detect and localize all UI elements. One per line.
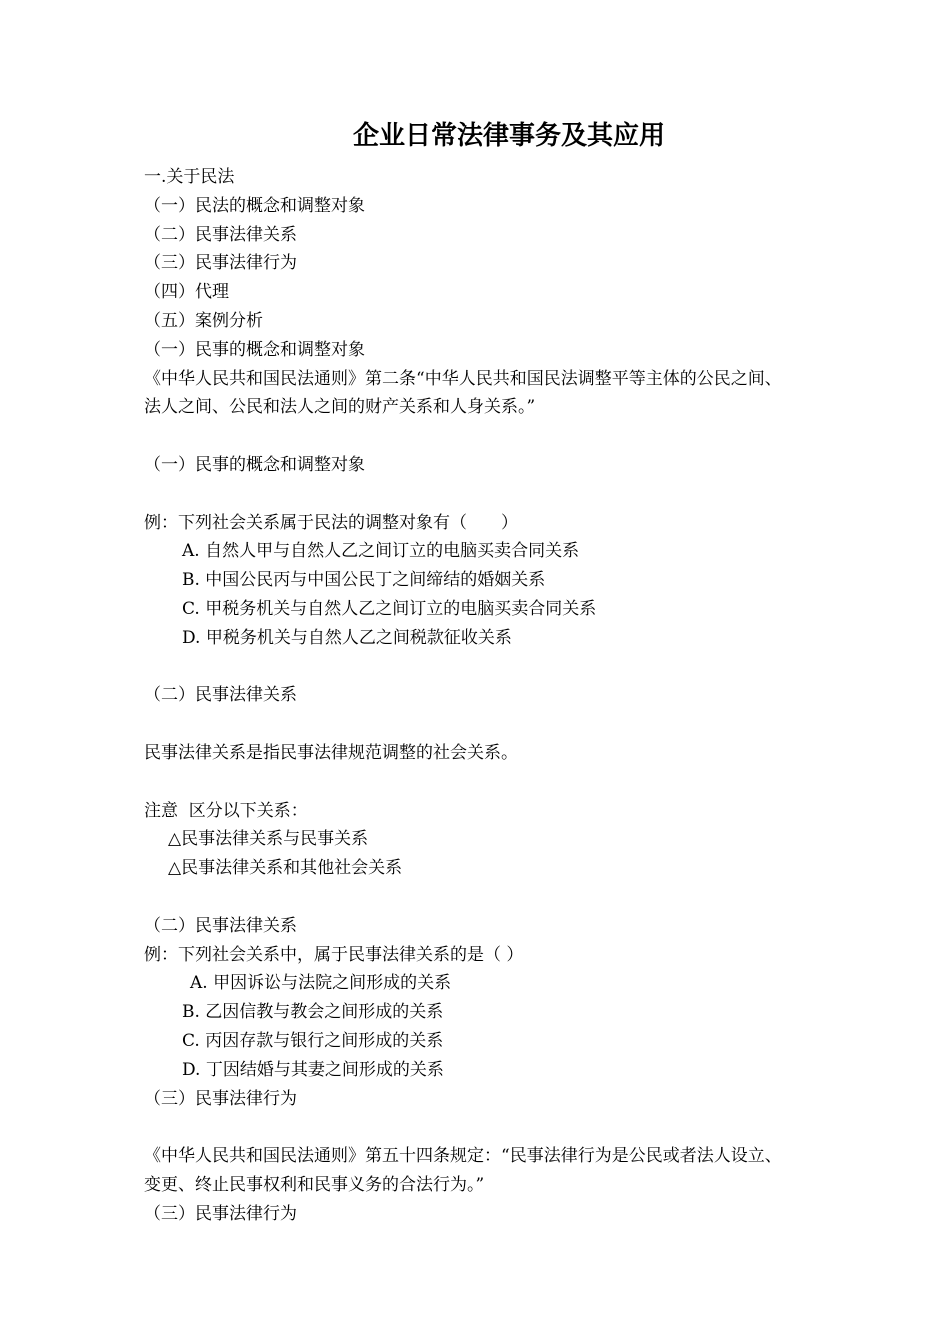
section-heading: 一.关于民法 xyxy=(144,167,235,187)
subsection-heading: （三）民事法律行为 xyxy=(144,1088,297,1109)
subsection-heading: （一）民事的概念和调整对象 xyxy=(144,339,365,360)
note-heading: 注意 区分以下关系： xyxy=(144,800,308,821)
document-body xyxy=(144,163,884,1228)
paragraph-line: 法人之间、公民和法人之间的财产关系和人身关系。” xyxy=(144,397,536,418)
option-a: A. 甲因诉讼与法院之间形成的关系 xyxy=(190,973,452,994)
option-b: B. 乙因信教与教会之间形成的关系 xyxy=(182,1002,444,1023)
blank-line xyxy=(144,768,884,797)
option-c: C. 甲税务机关与自然人乙之间订立的电脑买卖合同关系 xyxy=(182,598,597,619)
note-item: △民事法律关系和其他社会关系 xyxy=(168,858,403,879)
option-a: A. 自然人甲与自然人乙之间订立的电脑买卖合同关系 xyxy=(182,541,580,562)
paragraph-line: 民事法律关系是指民事法律规范调整的社会关系。 xyxy=(144,742,518,763)
option-c: C. 丙因存款与银行之间形成的关系 xyxy=(182,1030,444,1051)
paragraph-line: 《中华人民共和国民法通则》第二条“中华人民共和国民法调整平等主体的公民之间、 xyxy=(144,368,782,389)
option-d: D. 丁因结婚与其妻之间形成的关系 xyxy=(182,1059,444,1080)
document-title: 企业日常法律事务及其应用 xyxy=(352,121,665,151)
blank-line xyxy=(144,1113,884,1142)
paragraph-line: 《中华人民共和国民法通则》第五十四条规定：“民事法律行为是公民或者法人设立、 xyxy=(144,1146,782,1167)
option-d: D. 甲税务机关与自然人乙之间税款征收关系 xyxy=(182,627,512,648)
outline-item: （三）民事法律行为 xyxy=(144,253,297,274)
blank-line xyxy=(144,710,884,739)
note-item: △民事法律关系与民事关系 xyxy=(168,829,369,850)
subsection-heading: （一）民事的概念和调整对象 xyxy=(144,454,365,475)
subsection-heading: （二）民事法律关系 xyxy=(144,915,297,936)
question-text: 例：下列社会关系属于民法的调整对象有（ ） xyxy=(144,512,518,533)
outline-item: （一）民法的概念和调整对象 xyxy=(144,195,365,216)
outline-item: （二）民事法律关系 xyxy=(144,224,297,245)
option-b: B. 中国公民丙与中国公民丁之间缔结的婚姻关系 xyxy=(182,570,546,591)
question-text: 例：下列社会关系中，属于民事法律关系的是（ ） xyxy=(144,944,524,965)
outline-item: （五）案例分析 xyxy=(144,310,263,331)
blank-line xyxy=(144,883,884,912)
paragraph-line: 变更、终止民事权利和民事义务的合法行为。” xyxy=(144,1174,485,1195)
subsection-heading: （三）民事法律行为 xyxy=(144,1203,297,1224)
blank-line xyxy=(144,653,884,682)
outline-item: （四）代理 xyxy=(144,282,229,303)
subsection-heading: （二）民事法律关系 xyxy=(144,685,297,706)
blank-line xyxy=(144,422,884,451)
blank-line xyxy=(144,480,884,509)
